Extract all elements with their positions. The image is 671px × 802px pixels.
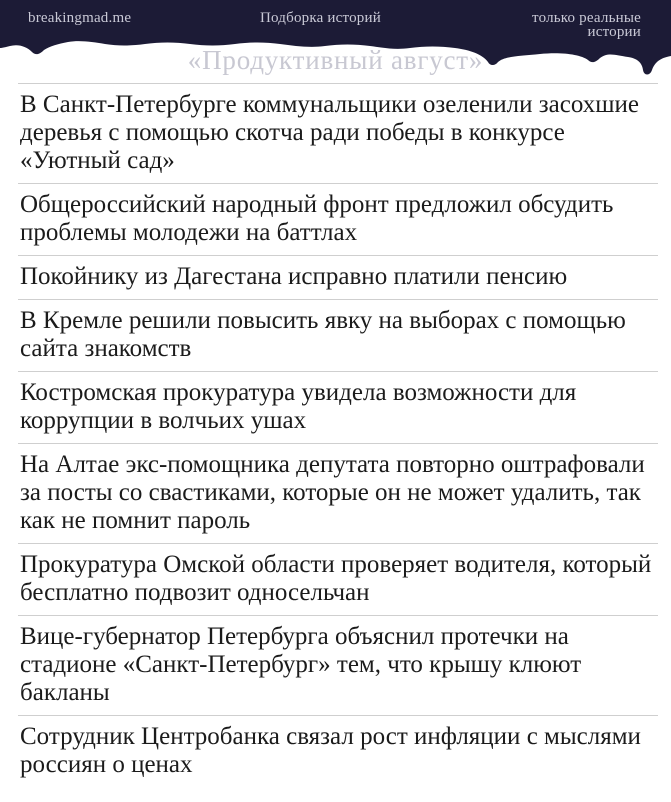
story-text: Костромская прокуратура увидела возможности для коррупции в волчьих ушах <box>20 379 577 434</box>
story-item[interactable] <box>18 255 658 299</box>
site-name[interactable]: breakingmad.me <box>28 10 132 26</box>
story-text: В Кремле решили повысить явку на выборах с помощью сайта знакомств <box>20 307 626 362</box>
story-item[interactable] <box>18 443 658 543</box>
story-item[interactable] <box>18 299 658 371</box>
story-text: Покойнику из Дагестана исправно платили пенсию <box>20 263 568 290</box>
story-text: Вице-губернатор Петербурга объяснил протечки на стадионе «Санкт-Петербург» тем, что крышу клюют бакланы <box>20 623 582 706</box>
story-item[interactable] <box>18 615 658 715</box>
story-text: Прокуратура Омской области проверяет водителя, который бесплатно подвозит односельчан <box>20 551 652 606</box>
story-text: Общероссийский народный фронт предложил обсудить проблемы молодежи на баттлах <box>20 191 614 246</box>
story-text: На Алтае экс-помощника депутата повторно оштрафовали за посты со свастиками, которые он не может удалить, так как не помнит пароль <box>20 451 645 534</box>
story-item[interactable] <box>18 83 658 183</box>
story-item[interactable] <box>18 543 658 615</box>
site-tagline: только реальные истории <box>532 10 641 40</box>
story-list <box>18 83 658 787</box>
story-item[interactable] <box>18 715 658 787</box>
story-item[interactable] <box>18 183 658 255</box>
story-text: В Санкт-Петербурге коммунальщики озеленили засохшие деревья с помощью скотча ради победы в конкурсе «Уютный сад» <box>20 91 639 174</box>
section-name[interactable]: Подборка историй <box>260 10 381 26</box>
story-text: Сотрудник Центробанка связал рост инфляции с мыслями россиян о ценах <box>20 723 641 778</box>
page-title: «Продуктивный август» <box>187 45 484 75</box>
story-item[interactable] <box>18 371 658 443</box>
